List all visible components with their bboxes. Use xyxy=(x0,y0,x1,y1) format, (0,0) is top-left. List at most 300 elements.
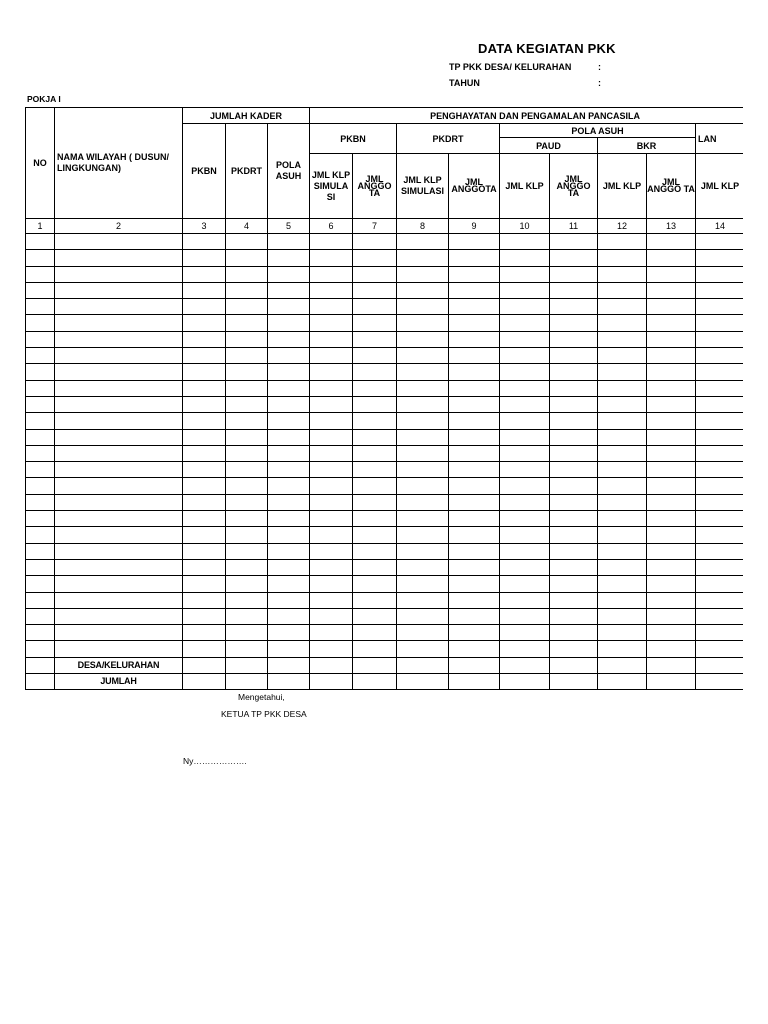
table-cell[interactable] xyxy=(397,234,449,250)
table-cell[interactable] xyxy=(647,445,696,461)
table-cell[interactable] xyxy=(55,315,183,331)
table-cell[interactable] xyxy=(449,266,500,282)
table-cell[interactable] xyxy=(647,299,696,315)
table-cell[interactable] xyxy=(500,559,550,575)
table-cell[interactable] xyxy=(26,462,55,478)
table-cell[interactable] xyxy=(696,299,743,315)
table-cell[interactable] xyxy=(353,494,397,510)
table-cell[interactable] xyxy=(183,250,226,266)
table-cell[interactable] xyxy=(55,625,183,641)
summary-cell[interactable] xyxy=(268,673,310,689)
table-cell[interactable] xyxy=(598,413,647,429)
table-cell[interactable] xyxy=(26,494,55,510)
table-cell[interactable] xyxy=(55,576,183,592)
table-cell[interactable] xyxy=(55,641,183,657)
table-cell[interactable] xyxy=(183,641,226,657)
table-cell[interactable] xyxy=(696,592,743,608)
table-cell[interactable] xyxy=(26,429,55,445)
table-cell[interactable] xyxy=(310,462,353,478)
table-cell[interactable] xyxy=(696,282,743,298)
table-cell[interactable] xyxy=(550,527,598,543)
table-cell[interactable] xyxy=(550,462,598,478)
table-cell[interactable] xyxy=(268,462,310,478)
table-cell[interactable] xyxy=(696,576,743,592)
table-cell[interactable] xyxy=(500,462,550,478)
table-cell[interactable] xyxy=(26,413,55,429)
table-cell[interactable] xyxy=(647,282,696,298)
table-cell[interactable] xyxy=(55,543,183,559)
summary-cell[interactable] xyxy=(353,657,397,673)
table-cell[interactable] xyxy=(353,608,397,624)
table-cell[interactable] xyxy=(268,299,310,315)
table-cell[interactable] xyxy=(397,396,449,412)
table-cell[interactable] xyxy=(449,511,500,527)
table-cell[interactable] xyxy=(647,234,696,250)
table-cell[interactable] xyxy=(55,282,183,298)
table-cell[interactable] xyxy=(647,364,696,380)
table-cell[interactable] xyxy=(310,396,353,412)
table-cell[interactable] xyxy=(598,396,647,412)
table-cell[interactable] xyxy=(226,331,268,347)
table-cell[interactable] xyxy=(310,527,353,543)
table-cell[interactable] xyxy=(397,494,449,510)
table-cell[interactable] xyxy=(500,364,550,380)
table-cell[interactable] xyxy=(696,234,743,250)
table-cell[interactable] xyxy=(598,266,647,282)
table-cell[interactable] xyxy=(268,234,310,250)
table-cell[interactable] xyxy=(183,511,226,527)
table-cell[interactable] xyxy=(183,282,226,298)
table-cell[interactable] xyxy=(550,331,598,347)
table-cell[interactable] xyxy=(449,641,500,657)
table-cell[interactable] xyxy=(268,576,310,592)
table-cell[interactable] xyxy=(598,576,647,592)
table-cell[interactable] xyxy=(449,299,500,315)
table-cell[interactable] xyxy=(500,380,550,396)
table-cell[interactable] xyxy=(26,315,55,331)
table-cell[interactable] xyxy=(550,592,598,608)
table-cell[interactable] xyxy=(598,299,647,315)
table-cell[interactable] xyxy=(397,462,449,478)
table-cell[interactable] xyxy=(353,396,397,412)
summary-cell[interactable] xyxy=(397,657,449,673)
table-cell[interactable] xyxy=(268,380,310,396)
table-cell[interactable] xyxy=(647,494,696,510)
table-cell[interactable] xyxy=(353,413,397,429)
table-cell[interactable] xyxy=(500,413,550,429)
table-cell[interactable] xyxy=(353,543,397,559)
table-cell[interactable] xyxy=(183,608,226,624)
table-cell[interactable] xyxy=(226,543,268,559)
table-cell[interactable] xyxy=(598,608,647,624)
table-cell[interactable] xyxy=(598,462,647,478)
table-cell[interactable] xyxy=(183,625,226,641)
table-cell[interactable] xyxy=(397,348,449,364)
table-cell[interactable] xyxy=(268,413,310,429)
table-cell[interactable] xyxy=(226,641,268,657)
table-cell[interactable] xyxy=(449,348,500,364)
table-cell[interactable] xyxy=(353,559,397,575)
table-cell[interactable] xyxy=(449,396,500,412)
table-cell[interactable] xyxy=(55,429,183,445)
table-cell[interactable] xyxy=(647,331,696,347)
table-cell[interactable] xyxy=(268,608,310,624)
table-cell[interactable] xyxy=(26,250,55,266)
summary-cell[interactable] xyxy=(598,657,647,673)
table-cell[interactable] xyxy=(268,429,310,445)
table-cell[interactable] xyxy=(550,380,598,396)
table-cell[interactable] xyxy=(268,331,310,347)
summary-cell[interactable] xyxy=(696,657,743,673)
table-cell[interactable] xyxy=(598,494,647,510)
table-cell[interactable] xyxy=(598,527,647,543)
table-cell[interactable] xyxy=(26,282,55,298)
table-cell[interactable] xyxy=(397,527,449,543)
table-cell[interactable] xyxy=(598,380,647,396)
table-cell[interactable] xyxy=(397,266,449,282)
table-cell[interactable] xyxy=(598,511,647,527)
table-cell[interactable] xyxy=(500,266,550,282)
table-cell[interactable] xyxy=(696,625,743,641)
table-cell[interactable] xyxy=(397,413,449,429)
table-cell[interactable] xyxy=(449,478,500,494)
table-cell[interactable] xyxy=(268,266,310,282)
table-cell[interactable] xyxy=(310,331,353,347)
table-cell[interactable] xyxy=(598,625,647,641)
table-cell[interactable] xyxy=(550,445,598,461)
table-cell[interactable] xyxy=(550,429,598,445)
summary-cell[interactable] xyxy=(647,673,696,689)
table-cell[interactable] xyxy=(353,282,397,298)
table-cell[interactable] xyxy=(183,478,226,494)
table-cell[interactable] xyxy=(550,559,598,575)
table-cell[interactable] xyxy=(449,445,500,461)
table-cell[interactable] xyxy=(500,331,550,347)
table-cell[interactable] xyxy=(500,348,550,364)
table-cell[interactable] xyxy=(598,592,647,608)
table-cell[interactable] xyxy=(500,641,550,657)
table-cell[interactable] xyxy=(226,380,268,396)
summary-cell[interactable] xyxy=(397,673,449,689)
table-cell[interactable] xyxy=(647,559,696,575)
table-cell[interactable] xyxy=(26,608,55,624)
table-cell[interactable] xyxy=(397,478,449,494)
table-cell[interactable] xyxy=(183,559,226,575)
table-cell[interactable] xyxy=(500,592,550,608)
table-cell[interactable] xyxy=(647,625,696,641)
table-cell[interactable] xyxy=(226,315,268,331)
table-cell[interactable] xyxy=(226,592,268,608)
table-cell[interactable] xyxy=(449,282,500,298)
table-cell[interactable] xyxy=(500,315,550,331)
table-cell[interactable] xyxy=(647,543,696,559)
table-cell[interactable] xyxy=(268,559,310,575)
table-cell[interactable] xyxy=(353,478,397,494)
table-cell[interactable] xyxy=(696,315,743,331)
table-cell[interactable] xyxy=(310,364,353,380)
table-cell[interactable] xyxy=(26,380,55,396)
table-cell[interactable] xyxy=(183,299,226,315)
table-cell[interactable] xyxy=(226,396,268,412)
table-cell[interactable] xyxy=(26,445,55,461)
table-cell[interactable] xyxy=(55,250,183,266)
table-cell[interactable] xyxy=(550,413,598,429)
table-cell[interactable] xyxy=(397,299,449,315)
table-cell[interactable] xyxy=(550,299,598,315)
table-cell[interactable] xyxy=(268,511,310,527)
table-cell[interactable] xyxy=(268,396,310,412)
table-cell[interactable] xyxy=(696,462,743,478)
table-cell[interactable] xyxy=(226,527,268,543)
table-cell[interactable] xyxy=(397,364,449,380)
table-cell[interactable] xyxy=(310,478,353,494)
table-cell[interactable] xyxy=(397,445,449,461)
table-cell[interactable] xyxy=(268,364,310,380)
table-cell[interactable] xyxy=(598,234,647,250)
table-cell[interactable] xyxy=(310,250,353,266)
table-cell[interactable] xyxy=(183,364,226,380)
table-cell[interactable] xyxy=(310,641,353,657)
summary-cell[interactable] xyxy=(550,657,598,673)
table-cell[interactable] xyxy=(397,559,449,575)
table-cell[interactable] xyxy=(449,462,500,478)
table-cell[interactable] xyxy=(696,527,743,543)
table-cell[interactable] xyxy=(353,348,397,364)
table-cell[interactable] xyxy=(310,429,353,445)
table-cell[interactable] xyxy=(226,494,268,510)
table-cell[interactable] xyxy=(500,608,550,624)
table-cell[interactable] xyxy=(353,511,397,527)
table-cell[interactable] xyxy=(647,462,696,478)
table-cell[interactable] xyxy=(647,641,696,657)
table-cell[interactable] xyxy=(353,250,397,266)
table-cell[interactable] xyxy=(449,592,500,608)
table-cell[interactable] xyxy=(397,641,449,657)
table-cell[interactable] xyxy=(397,592,449,608)
table-cell[interactable] xyxy=(397,331,449,347)
table-cell[interactable] xyxy=(696,445,743,461)
table-cell[interactable] xyxy=(647,413,696,429)
table-cell[interactable] xyxy=(598,445,647,461)
table-cell[interactable] xyxy=(55,527,183,543)
table-cell[interactable] xyxy=(310,559,353,575)
summary-cell[interactable] xyxy=(353,673,397,689)
summary-cell[interactable] xyxy=(550,673,598,689)
table-cell[interactable] xyxy=(598,543,647,559)
table-cell[interactable] xyxy=(55,348,183,364)
table-cell[interactable] xyxy=(598,559,647,575)
table-cell[interactable] xyxy=(500,250,550,266)
table-cell[interactable] xyxy=(647,478,696,494)
table-cell[interactable] xyxy=(449,364,500,380)
table-cell[interactable] xyxy=(183,527,226,543)
table-cell[interactable] xyxy=(226,511,268,527)
table-cell[interactable] xyxy=(500,429,550,445)
table-cell[interactable] xyxy=(55,608,183,624)
table-cell[interactable] xyxy=(226,250,268,266)
table-cell[interactable] xyxy=(647,315,696,331)
table-cell[interactable] xyxy=(310,266,353,282)
table-cell[interactable] xyxy=(26,592,55,608)
table-cell[interactable] xyxy=(26,266,55,282)
table-cell[interactable] xyxy=(397,315,449,331)
table-cell[interactable] xyxy=(183,413,226,429)
table-cell[interactable] xyxy=(183,234,226,250)
table-cell[interactable] xyxy=(55,462,183,478)
table-cell[interactable] xyxy=(226,429,268,445)
summary-cell[interactable] xyxy=(226,673,268,689)
table-cell[interactable] xyxy=(26,478,55,494)
table-cell[interactable] xyxy=(183,429,226,445)
table-cell[interactable] xyxy=(310,234,353,250)
table-cell[interactable] xyxy=(696,559,743,575)
table-cell[interactable] xyxy=(183,396,226,412)
table-cell[interactable] xyxy=(696,331,743,347)
table-cell[interactable] xyxy=(310,494,353,510)
table-cell[interactable] xyxy=(647,380,696,396)
table-cell[interactable] xyxy=(226,364,268,380)
table-cell[interactable] xyxy=(696,348,743,364)
table-cell[interactable] xyxy=(55,396,183,412)
table-cell[interactable] xyxy=(26,559,55,575)
table-cell[interactable] xyxy=(310,543,353,559)
table-cell[interactable] xyxy=(598,315,647,331)
table-cell[interactable] xyxy=(647,511,696,527)
summary-cell[interactable] xyxy=(500,657,550,673)
table-cell[interactable] xyxy=(353,625,397,641)
table-cell[interactable] xyxy=(353,445,397,461)
table-cell[interactable] xyxy=(500,299,550,315)
table-cell[interactable] xyxy=(183,445,226,461)
table-cell[interactable] xyxy=(500,282,550,298)
table-cell[interactable] xyxy=(397,282,449,298)
table-cell[interactable] xyxy=(310,445,353,461)
table-cell[interactable] xyxy=(183,462,226,478)
table-cell[interactable] xyxy=(310,511,353,527)
table-cell[interactable] xyxy=(26,348,55,364)
table-cell[interactable] xyxy=(353,331,397,347)
table-cell[interactable] xyxy=(183,331,226,347)
table-cell[interactable] xyxy=(183,348,226,364)
table-cell[interactable] xyxy=(397,625,449,641)
table-cell[interactable] xyxy=(26,364,55,380)
table-cell[interactable] xyxy=(550,608,598,624)
table-cell[interactable] xyxy=(449,527,500,543)
table-cell[interactable] xyxy=(550,266,598,282)
table-cell[interactable] xyxy=(696,250,743,266)
table-cell[interactable] xyxy=(550,641,598,657)
table-cell[interactable] xyxy=(268,315,310,331)
table-cell[interactable] xyxy=(647,250,696,266)
table-cell[interactable] xyxy=(500,396,550,412)
summary-cell[interactable] xyxy=(696,673,743,689)
table-cell[interactable] xyxy=(268,641,310,657)
table-cell[interactable] xyxy=(26,511,55,527)
table-cell[interactable] xyxy=(696,380,743,396)
table-cell[interactable] xyxy=(449,625,500,641)
table-cell[interactable] xyxy=(550,315,598,331)
table-cell[interactable] xyxy=(449,429,500,445)
table-cell[interactable] xyxy=(55,494,183,510)
table-cell[interactable] xyxy=(696,608,743,624)
table-cell[interactable] xyxy=(397,511,449,527)
table-cell[interactable] xyxy=(598,250,647,266)
table-cell[interactable] xyxy=(26,576,55,592)
summary-cell[interactable] xyxy=(268,657,310,673)
table-cell[interactable] xyxy=(268,494,310,510)
table-cell[interactable] xyxy=(449,559,500,575)
table-cell[interactable] xyxy=(268,543,310,559)
table-cell[interactable] xyxy=(310,413,353,429)
table-cell[interactable] xyxy=(55,559,183,575)
summary-cell[interactable] xyxy=(500,673,550,689)
table-cell[interactable] xyxy=(647,429,696,445)
table-cell[interactable] xyxy=(353,576,397,592)
table-cell[interactable] xyxy=(226,576,268,592)
table-cell[interactable] xyxy=(449,576,500,592)
table-cell[interactable] xyxy=(26,396,55,412)
table-cell[interactable] xyxy=(647,576,696,592)
table-cell[interactable] xyxy=(226,299,268,315)
table-cell[interactable] xyxy=(500,543,550,559)
table-cell[interactable] xyxy=(183,380,226,396)
table-cell[interactable] xyxy=(500,234,550,250)
table-cell[interactable] xyxy=(353,380,397,396)
table-cell[interactable] xyxy=(310,348,353,364)
table-cell[interactable] xyxy=(397,380,449,396)
summary-cell[interactable] xyxy=(183,657,226,673)
table-cell[interactable] xyxy=(268,282,310,298)
table-cell[interactable] xyxy=(550,348,598,364)
table-cell[interactable] xyxy=(598,331,647,347)
table-cell[interactable] xyxy=(226,234,268,250)
table-cell[interactable] xyxy=(226,266,268,282)
table-cell[interactable] xyxy=(500,576,550,592)
table-cell[interactable] xyxy=(226,462,268,478)
table-cell[interactable] xyxy=(55,266,183,282)
table-cell[interactable] xyxy=(500,511,550,527)
table-cell[interactable] xyxy=(647,527,696,543)
table-cell[interactable] xyxy=(550,576,598,592)
table-cell[interactable] xyxy=(353,234,397,250)
table-cell[interactable] xyxy=(55,445,183,461)
table-cell[interactable] xyxy=(550,396,598,412)
table-cell[interactable] xyxy=(550,494,598,510)
table-cell[interactable] xyxy=(183,266,226,282)
table-cell[interactable] xyxy=(310,608,353,624)
table-cell[interactable] xyxy=(55,234,183,250)
table-cell[interactable] xyxy=(310,592,353,608)
table-cell[interactable] xyxy=(647,592,696,608)
table-cell[interactable] xyxy=(449,543,500,559)
table-cell[interactable] xyxy=(449,234,500,250)
table-cell[interactable] xyxy=(647,396,696,412)
table-cell[interactable] xyxy=(55,364,183,380)
summary-cell[interactable] xyxy=(310,673,353,689)
table-cell[interactable] xyxy=(183,494,226,510)
table-cell[interactable] xyxy=(26,625,55,641)
table-cell[interactable] xyxy=(183,315,226,331)
table-cell[interactable] xyxy=(449,608,500,624)
table-cell[interactable] xyxy=(353,592,397,608)
table-cell[interactable] xyxy=(500,494,550,510)
table-cell[interactable] xyxy=(353,299,397,315)
table-cell[interactable] xyxy=(268,527,310,543)
table-cell[interactable] xyxy=(550,364,598,380)
table-cell[interactable] xyxy=(598,478,647,494)
table-cell[interactable] xyxy=(598,364,647,380)
table-cell[interactable] xyxy=(696,543,743,559)
